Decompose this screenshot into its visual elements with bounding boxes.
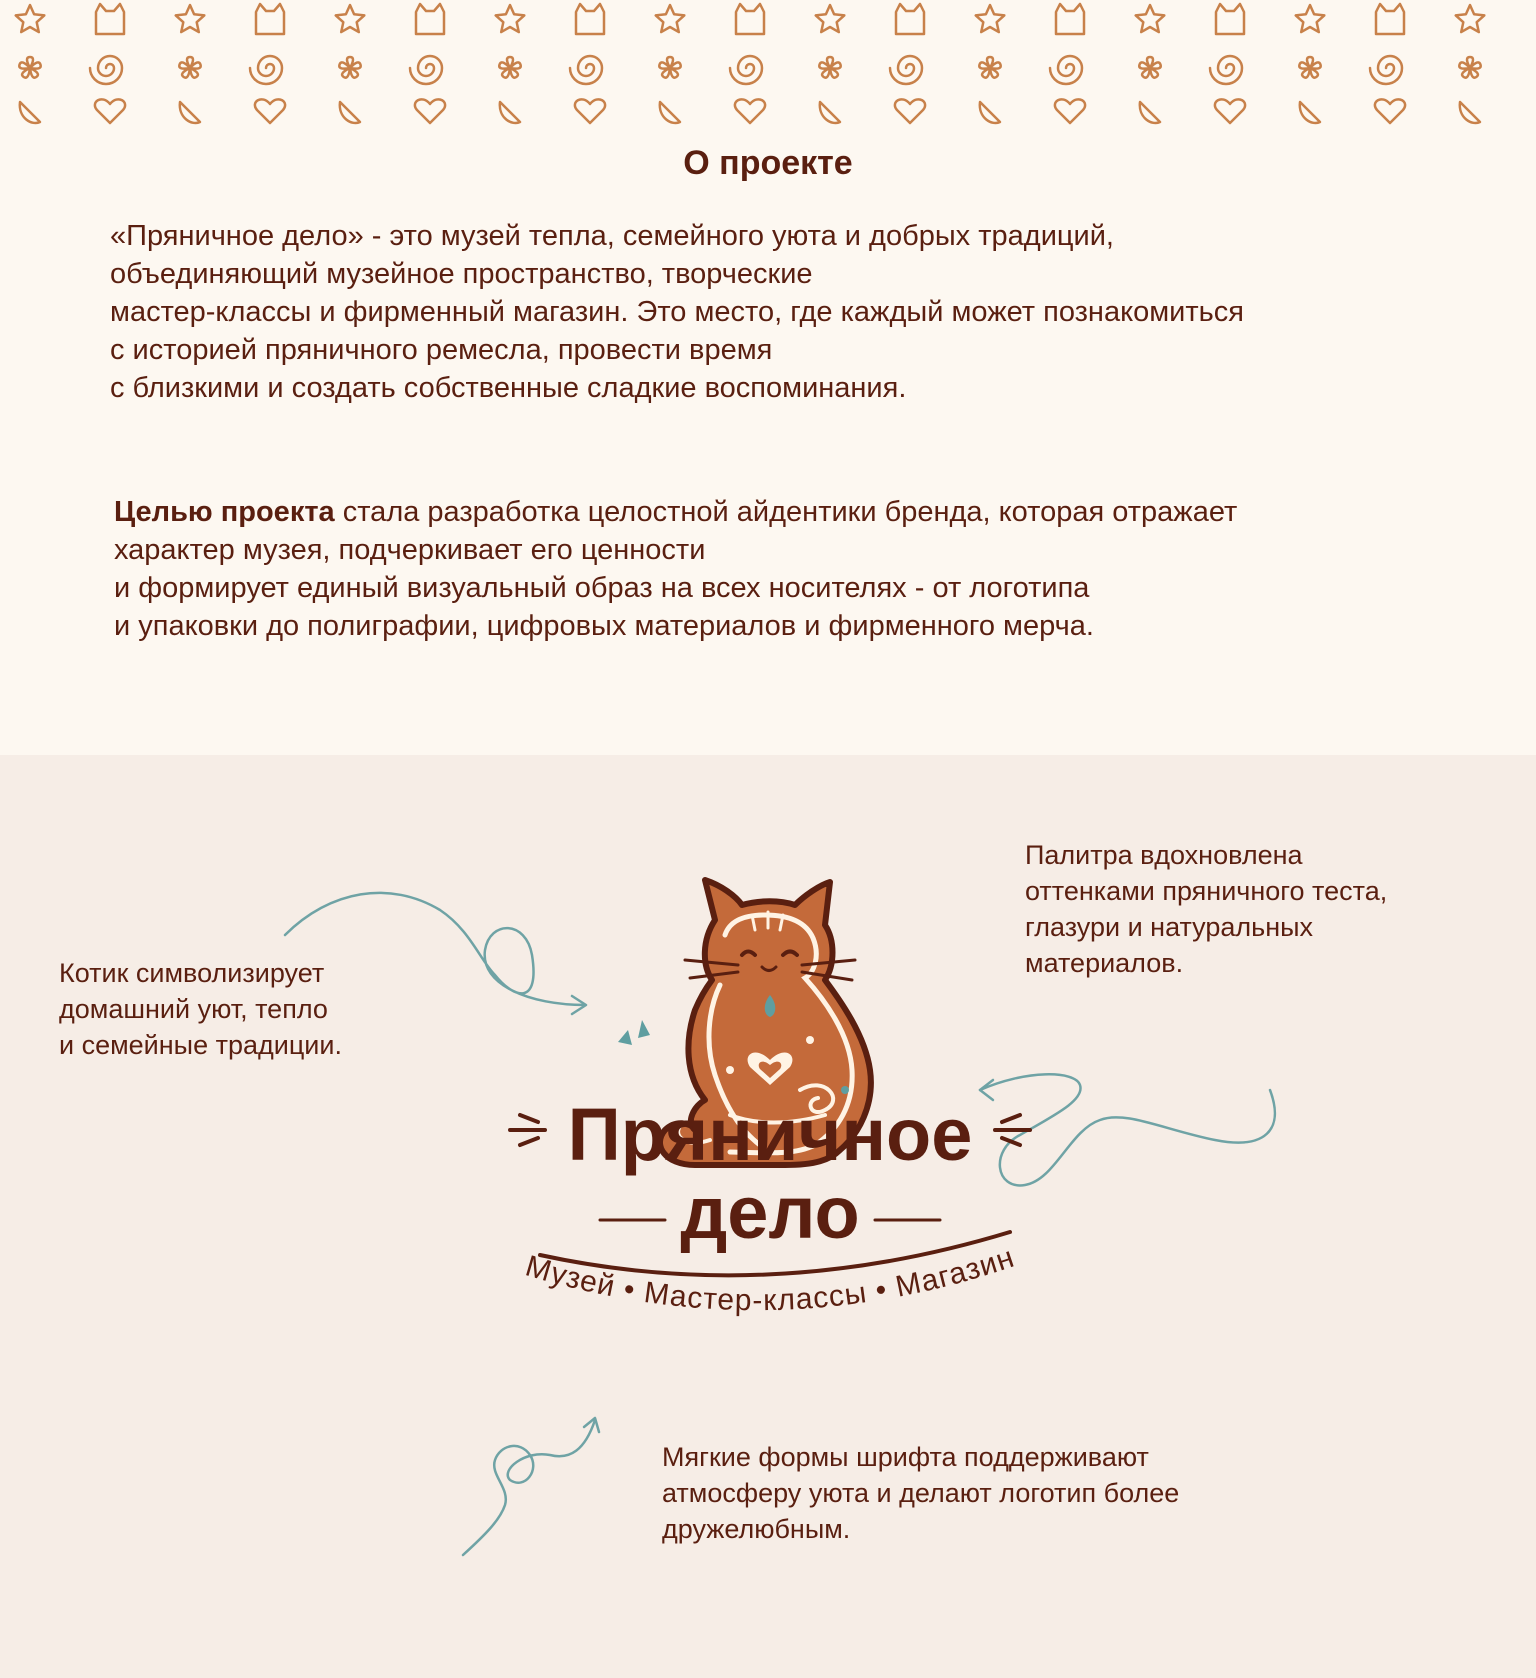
cat-outline-icon (896, 4, 924, 34)
spiral-icon (90, 56, 122, 84)
cat-outline-icon (1216, 4, 1244, 34)
note-line: домашний уют, тепло (59, 994, 328, 1024)
heart-icon (735, 99, 765, 123)
about-paragraph-intro (110, 217, 1244, 407)
note-line: атмосферу уюта и делают логотип более (662, 1478, 1180, 1508)
drop-icon (1300, 102, 1320, 123)
heart-icon (895, 99, 925, 123)
gingerbread-pattern (0, 0, 1536, 140)
cat-outline-icon (1376, 4, 1404, 34)
star-icon (1136, 5, 1165, 32)
cat-outline-icon (256, 4, 284, 34)
sparkle-left-icon (510, 1115, 545, 1145)
note-line: дружелюбным. (662, 1514, 851, 1544)
spiral-icon (1210, 56, 1242, 84)
heart-icon (1375, 99, 1405, 123)
flower-icon (1459, 57, 1480, 78)
note-line: материалов. (1025, 948, 1184, 978)
note-palette (1025, 837, 1387, 981)
spiral-icon (410, 56, 442, 84)
heart-icon (255, 99, 285, 123)
drop-icon (820, 102, 840, 123)
brand-logo (480, 860, 1060, 1390)
drop-icon (660, 102, 680, 123)
arrow-bottom-icon (455, 1410, 615, 1570)
heart-icon (575, 99, 605, 123)
drop-icon (180, 102, 200, 123)
star-icon (1296, 5, 1325, 32)
about-section (0, 0, 1536, 755)
cat-outline-icon (576, 4, 604, 34)
star-icon (656, 5, 685, 32)
about-title: О проекте (683, 144, 853, 182)
heart-icon (1055, 99, 1085, 123)
note-line: и семейные традиции. (59, 1030, 342, 1060)
spiral-icon (1050, 56, 1082, 84)
drop-icon (1460, 102, 1480, 123)
sparkle-right-icon (995, 1115, 1030, 1145)
spiral-icon (570, 56, 602, 84)
goal-line-rest: стала разработка целостной айдентики бренда, которая отражает (334, 496, 1238, 528)
drop-icon (340, 102, 360, 123)
cat-outline-icon (736, 4, 764, 34)
cat-outline-icon (416, 4, 444, 34)
goal-highlight: Целью проекта (114, 496, 335, 528)
goal-line: характер музея, подчеркивает его ценности (114, 534, 706, 566)
flower-icon (1299, 57, 1320, 78)
note-font (662, 1439, 1179, 1547)
flower-icon (499, 57, 520, 78)
goal-line (114, 493, 1237, 531)
cat-outline-icon (96, 4, 124, 34)
note-line: Палитра вдохновлена (1025, 840, 1303, 870)
flower-icon (979, 57, 1000, 78)
flower-icon (659, 57, 680, 78)
star-icon (976, 5, 1005, 32)
intro-line: с историей пряничного ремесла, провести время (110, 334, 773, 366)
flower-icon (1139, 57, 1160, 78)
note-line: глазури и натуральных (1025, 912, 1314, 942)
intro-line: с близкими и создать собственные сладкие воспоминания. (110, 372, 907, 404)
logo-title-line2: дело (680, 1171, 860, 1254)
heart-icon (1215, 99, 1245, 123)
flower-icon (339, 57, 360, 78)
note-line: Котик символизирует (59, 958, 325, 988)
note-line: оттенками пряничного теста, (1025, 876, 1388, 906)
star-icon (176, 5, 205, 32)
drop-icon (500, 102, 520, 123)
goal-line: и формирует единый визуальный образ на всех носителях - от логотипа (114, 572, 1090, 604)
logo-tagline-text: Музей • Мастер-классы • Магазин (521, 1240, 1019, 1318)
intro-line: объединяющий музейное пространство, творческие (110, 258, 813, 290)
flower-icon (179, 57, 200, 78)
drop-icon (980, 102, 1000, 123)
drop-icon (1140, 102, 1160, 123)
spiral-icon (730, 56, 762, 84)
intro-line: «Пряничное дело» - это музей тепла, семейного уюта и добрых традиций, (110, 220, 1114, 252)
heart-icon (415, 99, 445, 123)
spiral-icon (1370, 56, 1402, 84)
about-paragraph-goal (114, 493, 1237, 645)
flower-icon (19, 57, 40, 78)
star-icon (16, 5, 45, 32)
star-icon (1456, 5, 1485, 32)
star-icon (496, 5, 525, 32)
spiral-icon (250, 56, 282, 84)
heart-icon (95, 99, 125, 123)
logo-title-line1: Пряничное (567, 1093, 973, 1176)
note-line: Мягкие формы шрифта поддерживают (662, 1442, 1149, 1472)
cat-outline-icon (1056, 4, 1084, 34)
star-icon (336, 5, 365, 32)
intro-line: мастер-классы и фирменный магазин. Это место, где каждый может познакомиться (110, 296, 1244, 328)
flower-icon (819, 57, 840, 78)
drop-icon (20, 102, 40, 123)
spiral-icon (890, 56, 922, 84)
star-icon (816, 5, 845, 32)
goal-line: и упаковки до полиграфии, цифровых материалов и фирменного мерча. (114, 610, 1094, 642)
